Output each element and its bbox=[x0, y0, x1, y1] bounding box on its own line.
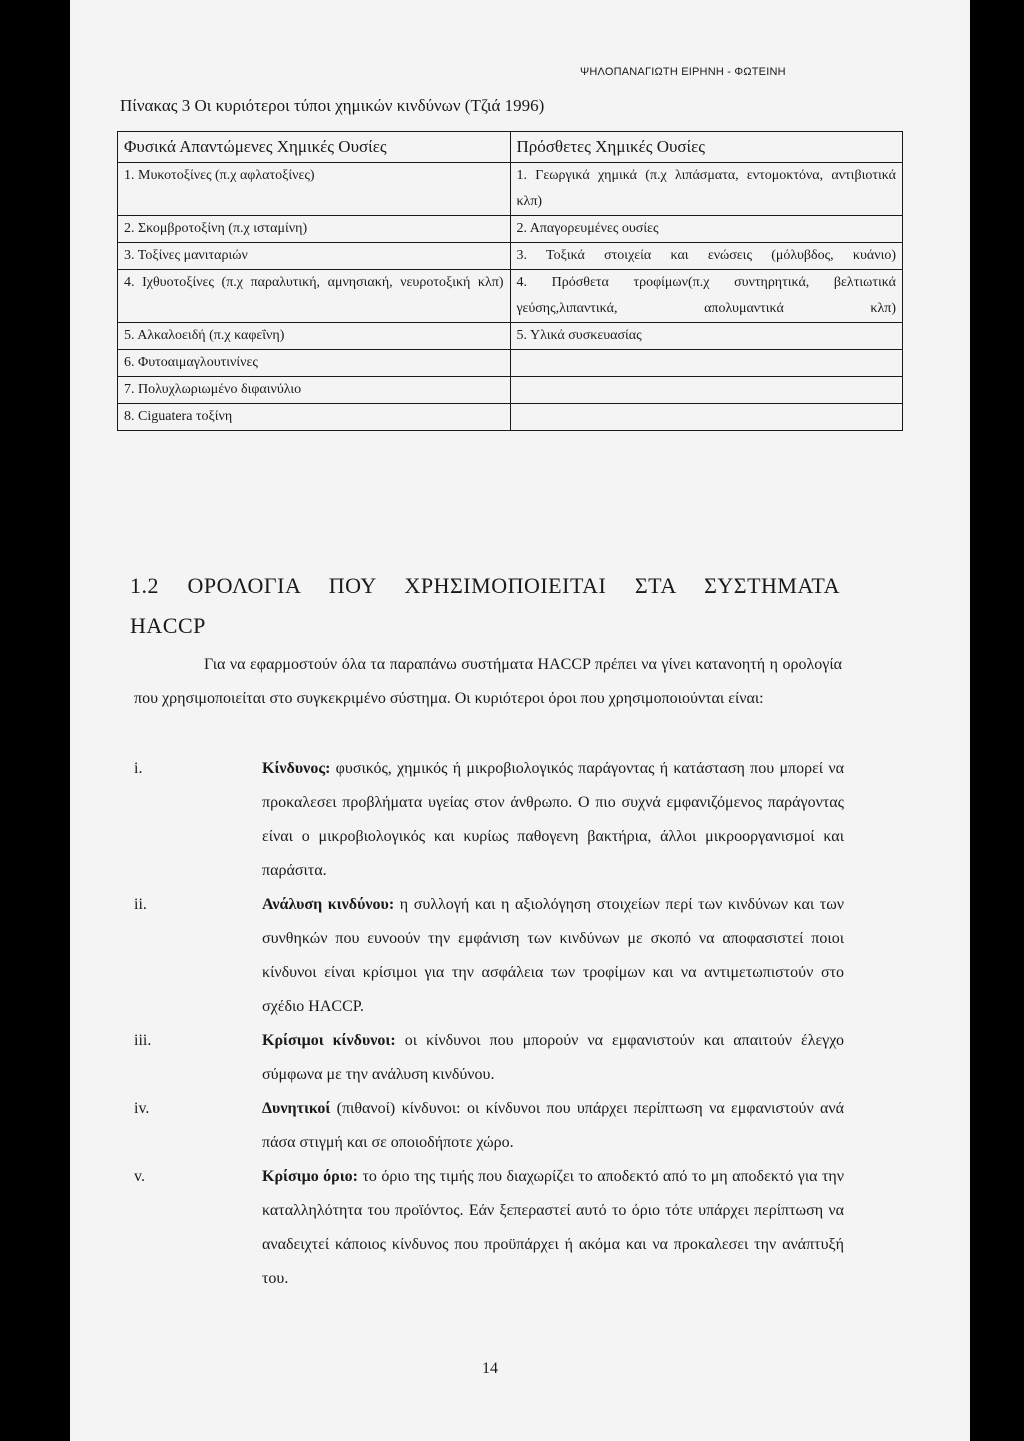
definition-item bbox=[134, 1160, 844, 1296]
document-page bbox=[70, 0, 970, 1441]
table-row bbox=[118, 404, 903, 431]
table-cell: 3. Τοξίνες μανιταριών bbox=[118, 243, 511, 270]
table-cell bbox=[510, 377, 903, 404]
section-heading bbox=[130, 566, 840, 646]
definition-number: i. bbox=[134, 760, 143, 777]
table-row bbox=[118, 216, 903, 243]
definition-text: το όριο της τιμής που διαχωρίζει το αποδεκτό από το μη αποδεκτό για την καταλληλότητα του προϊόντος. Εάν ξεπεραστεί αυτό το όριο τότε υπάρχει περίπτωση να αναδειχτεί κάποιος κίνδυνος που προϋπάρχει ή ακόμα και να προκαλεσει την ανάπτυξή του. bbox=[262, 1168, 844, 1287]
table-cell: 2. Απαγορευμένες ουσίες bbox=[510, 216, 903, 243]
column-header: Φυσικά Απαντώμενες Χημικές Ουσίες bbox=[118, 132, 511, 163]
intro-paragraph: Για να εφαρμοστούν όλα τα παραπάνω συστήματα HACCP πρέπει να γίνει κατανοητή η ορολογία που χρησιμοποιείται στο συγκεκριμένο σύστημα. Οι κυριότεροι όροι που χρησιμοποιούνται είναι: bbox=[134, 656, 842, 707]
definitions-list bbox=[134, 752, 844, 1296]
definition-text: η συλλογή και η αξιολόγηση στοιχείων περί των κινδύνων και των συνθηκών που ευνοούν την εμφάνιση των κινδύνων με σκοπό να αποφασιστεί ποιοι κίνδυνοι είναι κρίσιμοι για την ασφάλεια των τροφίμων και να αντιμετωπιστούν στο σχέδιο HACCP. bbox=[262, 896, 844, 1015]
running-header: ΨΗΛΟΠΑΝΑΓΙΩΤΗ ΕΙΡΗΝΗ - ΦΩΤΕΙΝΗ bbox=[580, 66, 786, 78]
definition-number: ii. bbox=[134, 896, 147, 913]
table-cell bbox=[510, 404, 903, 431]
table-cell bbox=[510, 350, 903, 377]
definition-number: v. bbox=[134, 1168, 145, 1185]
definition-number: iv. bbox=[134, 1100, 150, 1117]
table-cell: 2. Σκομβροτοξίνη (π.χ ισταμίνη) bbox=[118, 216, 511, 243]
table-cell: 4. Ιχθυοτοξίνες (π.χ παραλυτική, αμνησιακή, νευροτοξική κλπ) bbox=[118, 270, 511, 323]
definition-term: Κίνδυνος: bbox=[262, 760, 331, 777]
definition-item bbox=[134, 1092, 844, 1160]
definition-text: (πιθανοί) κίνδυνοι: οι κίνδυνοι που υπάρχει περίπτωση να εμφανιστούν ανά πάσα στιγμή και σε οποιοδήποτε χώρο. bbox=[262, 1100, 844, 1151]
table-row bbox=[118, 350, 903, 377]
table-cell: 8. Ciguatera τοξίνη bbox=[118, 404, 511, 431]
table-caption: Πίνακας 3 Οι κυριότεροι τύποι χημικών κινδύνων (Τζιά 1996) bbox=[120, 96, 545, 115]
table-cell: 7. Πολυχλωριωμένο διφαινύλιο bbox=[118, 377, 511, 404]
table-row bbox=[118, 323, 903, 350]
definition-text: οι κίνδυνοι που μπορούν να εμφανιστούν και απαιτούν έλεγχο σύμφωνα με την ανάλυση κινδύνου. bbox=[262, 1032, 845, 1083]
definition-item bbox=[134, 1024, 844, 1092]
definition-item bbox=[134, 888, 844, 1024]
table-cell: 6. Φυτοαιμαγλουτινίνες bbox=[118, 350, 511, 377]
column-header: Πρόσθετες Χημικές Ουσίες bbox=[510, 132, 903, 163]
definition-term: Κρίσιμοι κίνδυνοι: bbox=[262, 1032, 396, 1049]
definition-term: Κρίσιμο όριο: bbox=[262, 1168, 358, 1185]
table-cell: 3. Τοξικά στοιχεία και ενώσεις (μόλυβδος, κυάνιο) bbox=[510, 243, 903, 270]
definition-term: Ανάλυση κινδύνου: bbox=[262, 896, 395, 913]
table-cell: 4. Πρόσθετα τροφίμων(π.χ συντηρητικά, βελτιωτικά γεύσης,λιπαντικά, απολυμαντικά κλπ) bbox=[510, 270, 903, 323]
table-cell: 1. Μυκοτοξίνες (π.χ αφλατοξίνες) bbox=[118, 163, 511, 216]
chemical-hazards-table bbox=[117, 131, 903, 431]
table-row bbox=[118, 163, 903, 216]
section-heading-line: HACCP bbox=[130, 613, 206, 638]
table-cell: 5. Υλικά συσκευασίας bbox=[510, 323, 903, 350]
section-heading-line: 1.2 ΟΡΟΛΟΓΙΑ ΠΟΥ ΧΡΗΣΙΜΟΠΟΙΕΙΤΑΙ ΣΤΑ ΣΥΣΤΗΜΑΤΑ bbox=[130, 573, 840, 598]
table-row bbox=[118, 377, 903, 404]
page-number: 14 bbox=[482, 1360, 498, 1377]
table-cell: 1. Γεωργικά χημικά (π.χ λιπάσματα, εντομοκτόνα, αντιβιοτικά κλπ) bbox=[510, 163, 903, 216]
definition-term: Δυνητικοί bbox=[262, 1100, 331, 1117]
definition-text: φυσικός, χημικός ή μικροβιολογικός παράγοντας ή κατάσταση που μπορεί να προκαλεσει προβλήματα υγείας στον άνθρωπο. Ο πιο συχνά εμφανιζόμενος παράγοντας είναι ο μικροβιολογικός και κυρίως παθογενη βακτήρια, άλλοι μικροοργανισμοί και παράσιτα. bbox=[262, 760, 844, 879]
table-cell: 5. Αλκαλοειδή (π.χ καφεΐνη) bbox=[118, 323, 511, 350]
table-header-row bbox=[118, 132, 903, 163]
definition-item bbox=[134, 752, 844, 888]
table-row bbox=[118, 270, 903, 323]
definition-number: iii. bbox=[134, 1032, 152, 1049]
table-row bbox=[118, 243, 903, 270]
